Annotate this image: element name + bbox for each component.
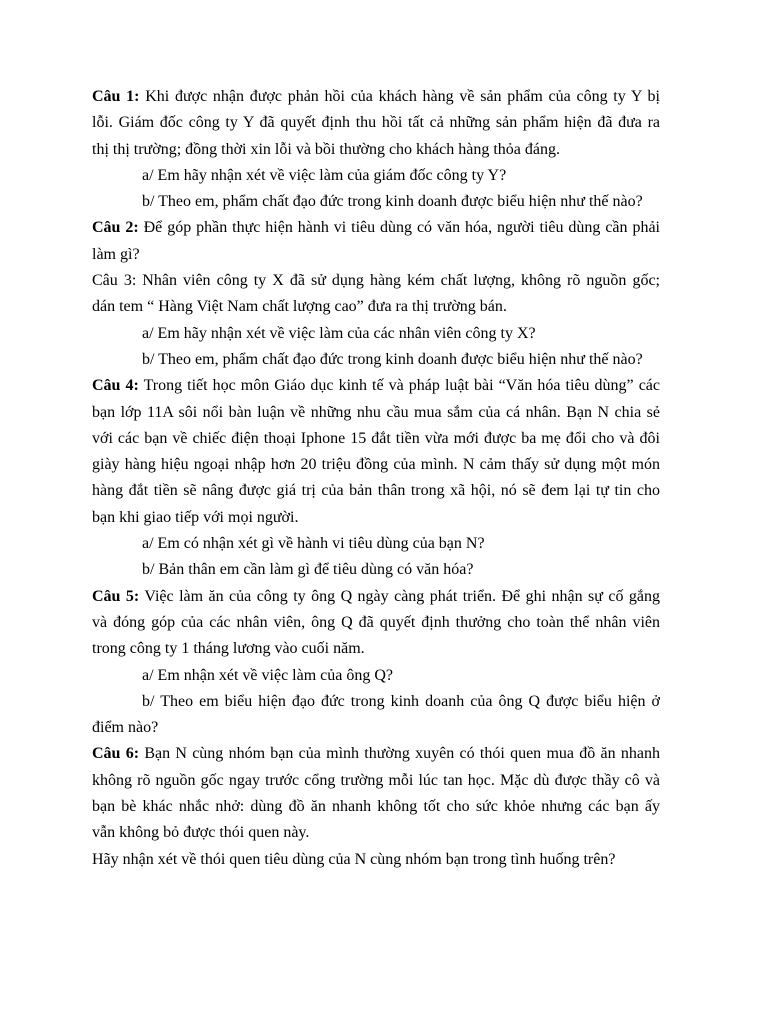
question-3 — [92, 268, 660, 373]
question-4-line-5: hàng đắt tiền sẽ nâng được giá trị của bản thân trong xã hội, nó sẽ đem lại tự tin cho — [92, 482, 660, 500]
question-5-line-2: và đóng góp của các nhân viên, ông Q đã quyết định thưởng cho toàn thể nhân viên — [92, 613, 660, 631]
question-1-line-1 — [92, 84, 660, 110]
question-6-line-5: Hãy nhận xét về thói quen tiêu dùng của N cùng nhóm bạn trong tình huống trên? — [92, 850, 616, 868]
question-4-line-1 — [92, 373, 660, 399]
question-3-part-b: b/ Theo em, phẩm chất đạo đức trong kinh doanh được biểu hiện như thế nào? — [142, 350, 643, 368]
question-5-line-1 — [92, 584, 660, 610]
question-5-part-a: a/ Em nhận xét về việc làm của ông Q? — [142, 666, 394, 684]
question-4-line-4: giày hàng hiệu ngoại nhập hơn 20 triệu đồng của mình. N cảm thấy sử dụng một món — [92, 456, 660, 474]
question-2-label: Câu 2: — [92, 219, 139, 237]
question-4-part-b: b/ Bản thân em cần làm gì để tiêu dùng có văn hóa? — [142, 561, 474, 579]
question-5 — [92, 584, 660, 742]
question-2 — [92, 215, 660, 268]
question-4-text: Trong tiết học môn Giáo dục kinh tế và pháp luật bài “Văn hóa tiêu dùng” các — [138, 377, 660, 395]
question-6-line-1 — [92, 741, 660, 767]
question-1-line-3: thị thị trường; đồng thời xin lỗi và bồi thường cho khách hàng thỏa đáng. — [92, 140, 560, 158]
question-6-line-4: vẫn không bỏ được thói quen này. — [92, 824, 310, 842]
question-2-line-1 — [92, 215, 660, 241]
question-1-part-b: b/ Theo em, phẩm chất đạo đức trong kinh doanh được biểu hiện như thế nào? — [142, 193, 643, 211]
question-1-label: Câu 1: — [92, 88, 140, 105]
question-3-line-2: dán tem “ Hàng Việt Nam chất lượng cao” đưa ra thị trường bán. — [92, 298, 507, 316]
question-5-part-b-cont: điểm nào? — [92, 719, 159, 737]
question-6 — [92, 741, 660, 872]
question-4-line-2: bạn lớp 11A sôi nổi bàn luận về những nhu cầu mua sắm của cá nhân. Bạn N chia sẻ — [92, 403, 660, 421]
question-4-label: Câu 4: — [92, 377, 139, 395]
question-2-text: Để góp phần thực hiện hành vi tiêu dùng có văn hóa, người tiêu dùng cần phải — [138, 219, 661, 237]
question-4 — [92, 373, 660, 583]
question-3-line-1: Câu 3: Nhân viên công ty X đã sử dụng hàng kém chất lượng, không rõ nguồn gốc; — [92, 272, 660, 290]
question-4-part-a: a/ Em có nhận xét gì về hành vi tiêu dùng của bạn N? — [142, 535, 485, 553]
question-1-part-a: a/ Em hãy nhận xét về việc làm của giám đốc công ty Y? — [142, 166, 507, 184]
question-5-label: Câu 5: — [92, 587, 140, 605]
question-1-line-2: lỗi. Giám đốc công ty Y đã quyết định thu hồi tất cả những sản phẩm hiện đã đưa ra — [92, 114, 660, 132]
question-1-text: Khi được nhận được phản hồi của khách hàng về sản phẩm của công ty Y bị — [139, 88, 661, 105]
question-4-line-3: với các bạn về chiếc điện thoại Iphone 15 đắt tiền vừa mới được ba mẹ đổi cho và đôi — [92, 429, 660, 447]
question-4-line-6: bạn khi giao tiếp với mọi người. — [92, 508, 299, 526]
question-6-label: Câu 6: — [92, 745, 140, 763]
question-6-line-2: không rõ nguồn gốc ngay trước cổng trường mỗi lúc tan học. Mặc dù được thầy cô và — [92, 771, 660, 789]
question-6-line-3: bạn bè khác nhắc nhở: dùng đồ ăn nhanh không tốt cho sức khỏe nhưng các bạn ấy — [92, 798, 660, 816]
question-5-text: Việc làm ăn của công ty ông Q ngày càng phát triển. Để ghi nhận sự cố gắng — [139, 587, 661, 605]
question-1 — [92, 84, 660, 215]
question-5-line-3: trong công ty 1 tháng lương vào cuối năm. — [92, 640, 365, 658]
question-2-line-2: làm gì? — [92, 245, 140, 263]
question-6-text: Bạn N cùng nhóm bạn của mình thường xuyên có thói quen mua đồ ăn nhanh — [139, 745, 661, 763]
question-3-part-a: a/ Em hãy nhận xét về việc làm của các nhân viên công ty X? — [142, 324, 536, 342]
question-5-part-b: b/ Theo em biểu hiện đạo đức trong kinh doanh của ông Q được biểu hiện ở — [142, 692, 660, 710]
